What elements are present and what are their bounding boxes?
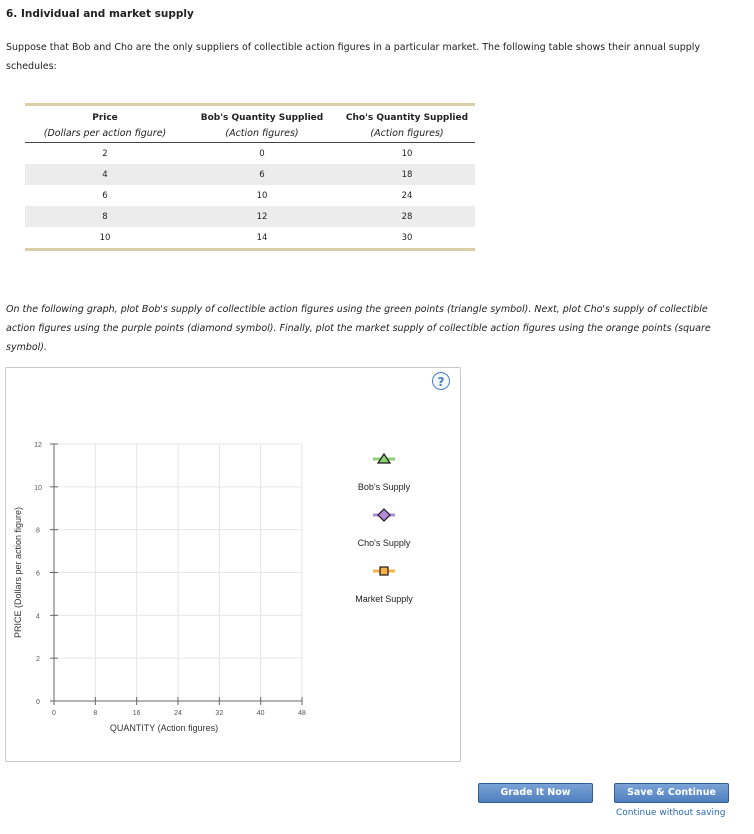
cell-cho-qty: 28 (339, 206, 475, 227)
col-header-cho (339, 105, 475, 143)
table-row (25, 206, 475, 227)
col-header-title: Bob's Quantity Supplied (200, 113, 324, 123)
grade-it-now-button[interactable]: Grade It Now (478, 783, 593, 803)
cell-cho-qty: 24 (401, 190, 413, 201)
cell-price: 2 (102, 148, 108, 159)
x-tick-label: 8 (93, 710, 98, 717)
col-header-unit: (Action figures) (225, 128, 299, 139)
col-header-unit: (Dollars per action figure) (43, 128, 167, 139)
legend-label: Market Supply (355, 594, 413, 604)
col-header-unit: (Action figures) (370, 128, 444, 139)
legend-label: Cho's Supply (357, 538, 411, 548)
table-row (25, 164, 475, 185)
cell-cho-qty: 18 (339, 164, 475, 185)
col-header-title: Price (92, 113, 118, 123)
y-tick-label: 8 (36, 527, 40, 535)
y-tick-label: 2 (36, 656, 40, 664)
question-intro: Suppose that Bob and Cho are the only suppliers of collectible action figures in a particular market. The following table shows their annual supply schedules: (6, 42, 701, 72)
cell-cho-qty: 10 (401, 148, 413, 159)
col-header-price (25, 105, 185, 143)
y-tick-label: 6 (36, 570, 40, 578)
y-tick-label: 12 (34, 442, 42, 449)
x-tick-label: 48 (298, 710, 306, 717)
cell-bob-qty: 6 (185, 164, 339, 185)
cell-price: 8 (25, 206, 185, 227)
x-tick-label: 16 (132, 710, 141, 717)
continue-without-saving-link[interactable]: Continue without saving (616, 808, 726, 818)
col-header-bob (185, 105, 339, 143)
legend-label: Bob's Supply (357, 482, 411, 492)
graph-panel[interactable] (5, 367, 461, 762)
cell-bob-qty: 0 (259, 148, 265, 159)
question-title: 6. Individual and market supply (6, 8, 194, 20)
y-axis-label: PRICE (Dollars per action figure) (13, 506, 23, 639)
cell-price: 10 (99, 232, 111, 243)
col-header-title: Cho's Quantity Supplied (345, 113, 469, 123)
help-icon[interactable]: ? (432, 372, 450, 390)
graph-instructions: On the following graph, plot Bob's supply of collectible action figures using the green points (triangle symbol). Next, plot Cho's supply of collectible action figures using the purple points (diamond symbol). Finally, plot the market supply of collectible action figures using the orange points (square symbol). (6, 304, 711, 353)
save-continue-button[interactable]: Save & Continue (614, 783, 729, 803)
x-tick-label: 32 (215, 710, 224, 717)
cell-price: 4 (25, 164, 185, 185)
y-tick-label: 0 (36, 699, 40, 706)
x-tick-label: 24 (174, 710, 182, 717)
cell-price: 6 (102, 190, 108, 201)
cell-cho-qty: 30 (401, 232, 413, 243)
cell-bob-qty: 12 (185, 206, 339, 227)
table-row (25, 143, 475, 165)
cell-bob-qty: 10 (256, 190, 268, 201)
y-tick-label: 10 (34, 484, 42, 492)
supply-schedule-table (25, 103, 475, 251)
table-header-row (25, 105, 475, 143)
table-row (25, 227, 475, 250)
table-row (25, 185, 475, 206)
cell-bob-qty: 14 (256, 232, 268, 243)
x-axis-label: QUANTITY (Action figures) (109, 723, 219, 733)
x-tick-label: 0 (52, 710, 56, 717)
x-tick-label: 40 (256, 710, 265, 717)
y-tick-label: 4 (36, 613, 40, 621)
